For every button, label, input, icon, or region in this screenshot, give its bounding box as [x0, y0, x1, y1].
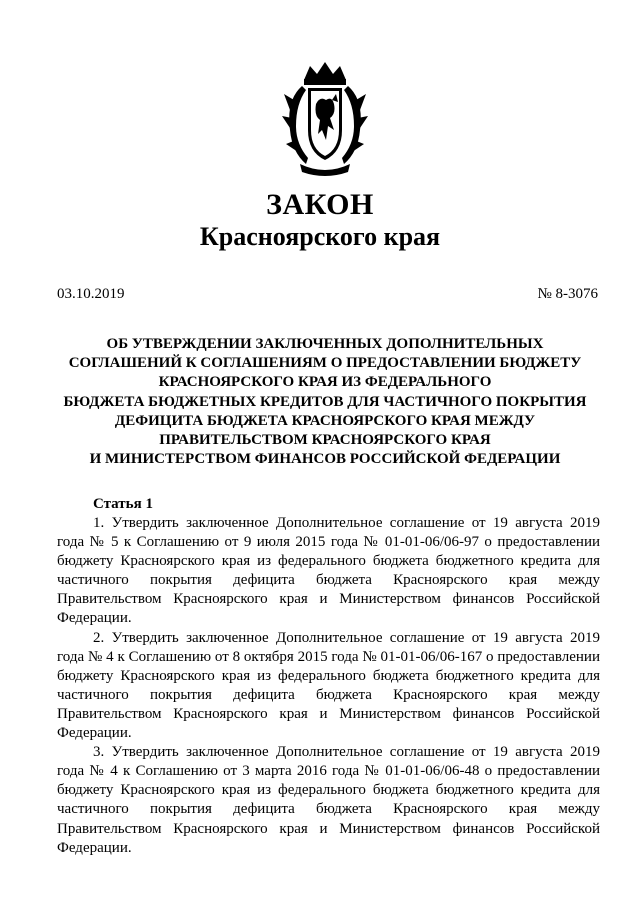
article-body: [57, 514, 600, 858]
title-line: ПРАВИТЕЛЬСТВОМ КРАСНОЯРСКОГО КРАЯ: [159, 432, 491, 449]
article-paragraph: 2. Утвердить заключенное Дополнительное соглашение от 19 августа 2019 года № 4 к Соглашению от 8 октября 2015 года № 01-01-06/06-167 о предоставлении бюджету Красноярского края из федерального бюджета бюджетного кредита для частичного покрытия дефицита бюджета Красноярского края между Правительством Красноярского края и Министерством финансов Российской Федерации.: [57, 629, 600, 742]
title-line: ДЕФИЦИТА БЮДЖЕТА КРАСНОЯРСКОГО КРАЯ МЕЖДУ: [114, 412, 536, 429]
region-heading: Красноярского края: [199, 222, 441, 251]
article-paragraph: 1. Утвердить заключенное Дополнительное соглашение от 19 августа 2019 года № 5 к Соглашению от 9 июля 2015 года № 01-01-06/06-97 о предоставлении бюджету Красноярского края из федерального бюджета бюджетного кредита для частичного покрытия дефицита бюджета Красноярского края между Правительством Красноярского края и Министерством финансов Российской Федерации.: [57, 515, 600, 627]
document-date: 03.10.2019: [57, 286, 125, 302]
title-line: КРАСНОЯРСКОГО КРАЯ ИЗ ФЕДЕРАЛЬНОГО: [158, 374, 492, 391]
law-title: [40, 335, 610, 469]
title-line: ОБ УТВЕРЖДЕНИИ ЗАКЛЮЧЕННЫХ ДОПОЛНИТЕЛЬНЫХ: [106, 336, 544, 352]
krasnoyarsk-coat-of-arms-icon: [282, 60, 368, 178]
title-line: И МИНИСТЕРСТВОМ ФИНАНСОВ РОССИЙСКОЙ ФЕДЕРАЦИИ: [89, 451, 561, 468]
document-number: № 8-3076: [537, 286, 598, 302]
article-paragraph: 3. Утвердить заключенное Дополнительное соглашение от 19 августа 2019 года № 4 к Соглашению от 3 марта 2016 года № 01-01-06/06-48 о предоставлении бюджету Красноярского края из федерального бюджета бюджетного кредита для частичного покрытия дефицита бюджета Красноярского края между Правительством Красноярского края и Министерством финансов Российской Федерации.: [57, 744, 600, 856]
article-heading: Статья 1: [93, 496, 153, 512]
title-line: БЮДЖЕТА БЮДЖЕТНЫХ КРЕДИТОВ ДЛЯ ЧАСТИЧНОГО ПОКРЫТИЯ: [63, 393, 587, 410]
document-type-heading: ЗАКОН: [266, 188, 374, 221]
title-line: СОГЛАШЕНИЙ К СОГЛАШЕНИЯМ О ПРЕДОСТАВЛЕНИИ БЮДЖЕТУ: [68, 355, 582, 372]
